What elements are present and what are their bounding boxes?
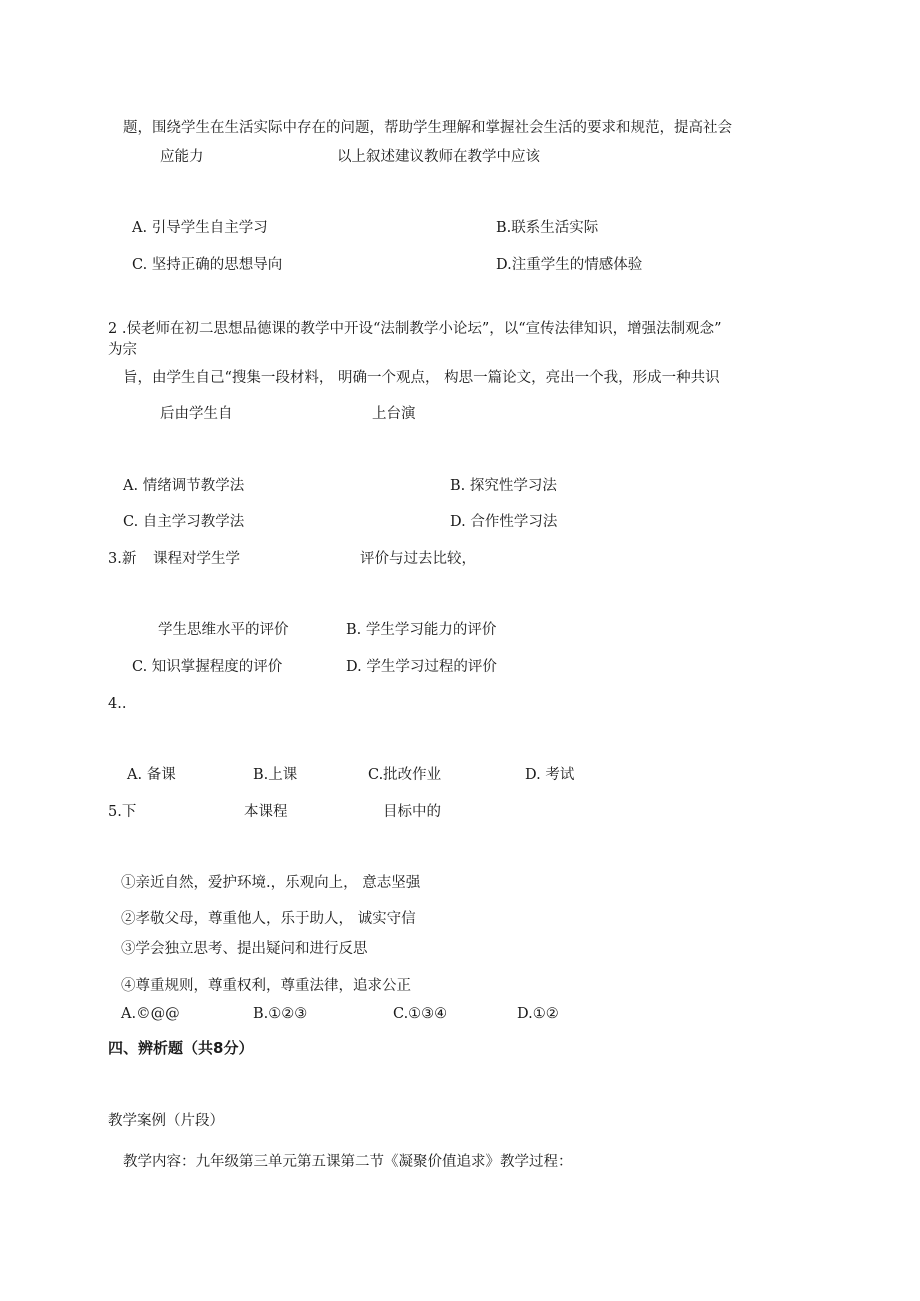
q5-part2: 目标中的: [383, 804, 441, 820]
q5-option-d: D.①②: [517, 1006, 559, 1022]
q5-item-2: ②孝敬父母，尊重他人，乐于助人， 诚实守信: [121, 911, 416, 927]
q3-part1: 课程对学生学: [153, 551, 240, 567]
q1-option-c: C. 坚持正确的思想导向: [132, 257, 283, 273]
q3-option-d: D. 学生学习过程的评价: [346, 659, 497, 675]
q4-option-b: B.上课: [253, 767, 298, 783]
q4-option-c: C.批改作业: [368, 767, 442, 783]
q5-item-4: ④尊重规则，尊重权利，尊重法律，追求公正: [121, 978, 411, 994]
q5-number: 5.下: [108, 804, 137, 820]
q1-line2-b: 以上叙述建议教师在教学中应该: [337, 149, 540, 165]
q2-line1: 2 .侯老师在初二思想品德课的教学中开设“法制教学小论坛”，以“宣传法律知识，增强法制观念”: [108, 321, 722, 337]
q2-line1b: 为宗: [108, 342, 137, 358]
q5-option-b: B.①②③: [253, 1006, 308, 1022]
teaching-content: 教学内容：九年级第三单元第五课第二节《凝聚价值追求》教学过程：: [123, 1154, 573, 1170]
q2-option-d: D. 合作性学习法: [450, 514, 558, 530]
q5-option-c: C.①③④: [393, 1006, 448, 1022]
q2-option-b: B. 探究性学习法: [450, 478, 557, 494]
q5-item-3: ③学会独立思考、提出疑问和进行反思: [121, 941, 368, 957]
q1-option-a: A. 引导学生自主学习: [132, 220, 268, 236]
q5-part1: 本课程: [244, 804, 288, 820]
q1-line1: 题，围绕学生在生活实际中存在的问题，帮助学生理解和掌握社会生活的要求和规范，提高社会: [123, 120, 732, 136]
case-title: 教学案例（片段）: [108, 1113, 224, 1129]
q4-option-a: A. 备课: [127, 767, 176, 783]
q4-option-d: D. 考试: [525, 767, 575, 783]
q5-item-1: ①亲近自然，爱护环境.，乐观向上， 意志坚强: [121, 875, 421, 891]
q4-number: 4..: [108, 696, 127, 712]
q1-line2-a: 应能力: [160, 149, 204, 165]
q2-option-a: A. 情绪调节教学法: [123, 478, 245, 494]
q2-option-c: C. 自主学习教学法: [123, 514, 245, 530]
q2-line3-b: 上台演: [372, 406, 416, 422]
q3-option-b: B. 学生学习能力的评价: [346, 622, 497, 638]
q3-number: 3.新: [108, 551, 137, 567]
section-title: 四、辨析题（共8分）: [108, 1039, 254, 1057]
q3-option-a: 学生思维水平的评价: [158, 622, 289, 638]
q3-part2: 评价与过去比较，: [360, 551, 476, 567]
q1-option-d: D.注重学生的情感体验: [496, 257, 643, 273]
q3-option-c: C. 知识掌握程度的评价: [132, 659, 283, 675]
q5-option-a: A.©@@: [121, 1006, 180, 1022]
q2-line2: 旨，由学生自己“搜集一段材料， 明确一个观点， 构思一篇论文，亮出一个我，形成一种共识: [123, 370, 720, 386]
q1-option-b: B.联系生活实际: [496, 220, 599, 236]
q2-line3-a: 后由学生自: [160, 406, 233, 422]
